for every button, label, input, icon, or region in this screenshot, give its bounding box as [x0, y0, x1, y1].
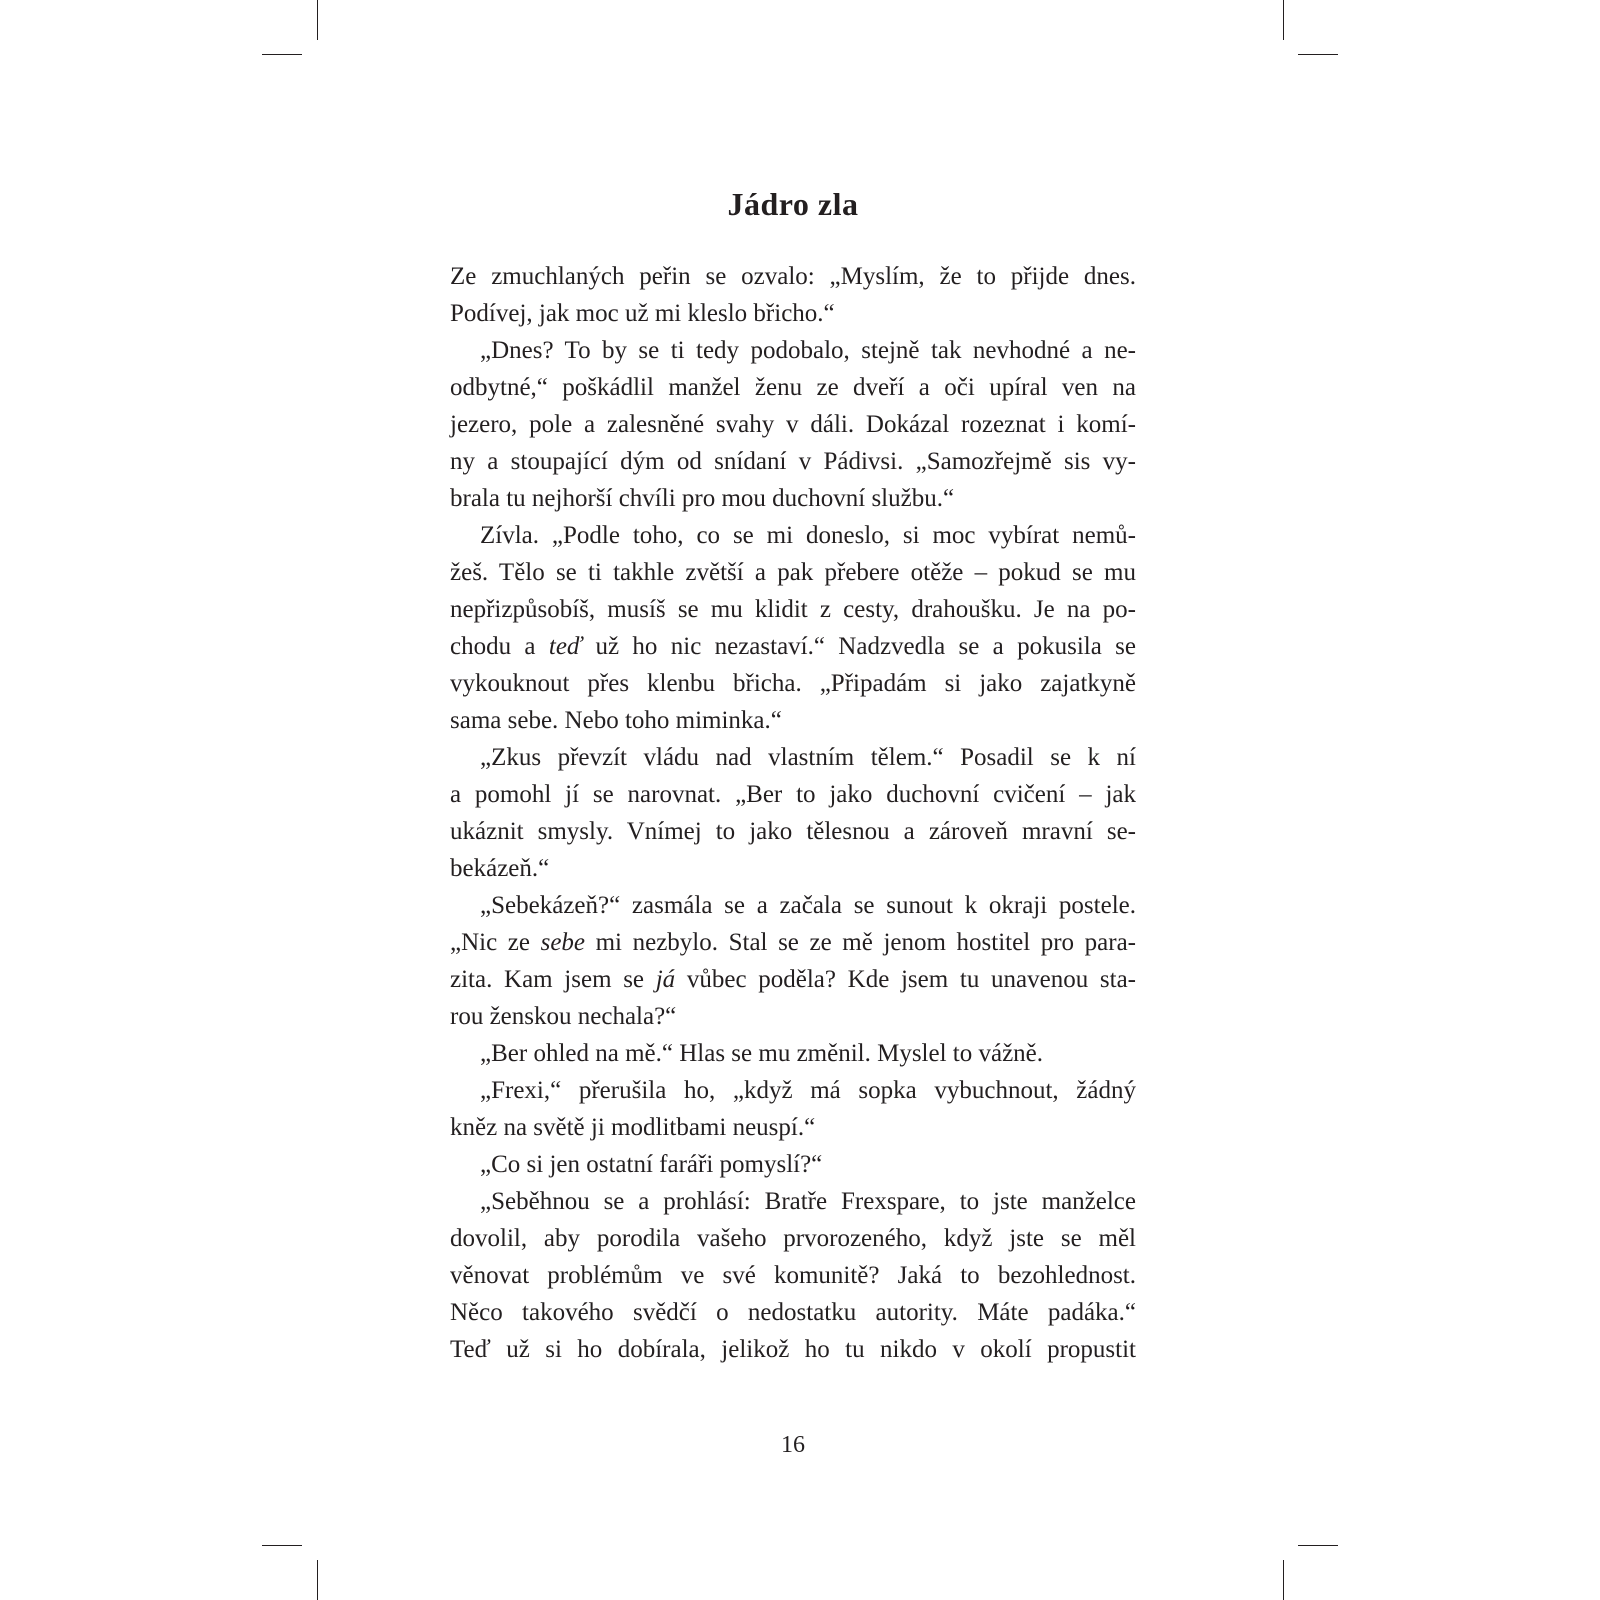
text-line: nepřizpůsobíš, musíš se mu klidit z cesty, drahoušku. Je na po- [450, 596, 1136, 623]
body-text [450, 258, 1136, 1368]
text-line: žeš. Tělo se ti takhle zvětší a pak přebere otěže – pokud se mu [450, 559, 1136, 586]
crop-mark [1283, 0, 1284, 40]
text-line: „Seběhnou se a prohlásí: Bratře Frexspare, to jste manželce [480, 1188, 1136, 1215]
text-line: Podívej, jak moc už mi kleslo břicho.“ [450, 300, 835, 327]
crop-mark [262, 54, 302, 55]
text-line: sama sebe. Nebo toho miminka.“ [450, 707, 782, 734]
chapter-title: Jádro zla [727, 186, 859, 222]
text-line: rou ženskou nechala?“ [450, 1003, 677, 1030]
text-line: Zívla. „Podle toho, co se mi doneslo, si moc vybírat nemů- [480, 522, 1136, 549]
text-line: a pomohl jí se narovnat. „Ber to jako duchovní cvičení – jak [450, 781, 1136, 808]
text-line: chodu a teď už ho nic nezastaví.“ Nadzvedla se a pokusila se [450, 633, 1136, 660]
text-line: „Sebekázeň?“ zasmála se a začala se sunout k okraji postele. [480, 892, 1136, 919]
text-line: odbytné,“ poškádlil manžel ženu ze dveří a oči upíral ven na [450, 374, 1136, 401]
text-line: brala tu nejhorší chvíli pro mou duchovní službu.“ [450, 485, 955, 512]
crop-mark [1298, 1545, 1338, 1546]
text-line: „Frexi,“ přerušila ho, „když má sopka vybuchnout, žádný [480, 1077, 1136, 1104]
text-line: ukáznit smysly. Vnímej to jako tělesnou a zároveň mravní se- [450, 818, 1136, 845]
text-line: ny a stoupající dým od snídaní v Pádivsi. „Samozřejmě sis vy- [450, 448, 1136, 475]
text-line: Něco takového svědčí o nedostatku autority. Máte padáka.“ [450, 1299, 1136, 1326]
page-number: 16 [781, 1432, 805, 1458]
text-line: „Nic ze sebe mi nezbylo. Stal se ze mě jenom hostitel pro para- [450, 929, 1137, 956]
text-line: „Ber ohled na mě.“ Hlas se mu změnil. Myslel to vážně. [480, 1040, 1044, 1067]
text-line: dovolil, aby porodila vašeho prvorozeného, když jste se měl [450, 1225, 1136, 1252]
text-line: zita. Kam jsem se já vůbec poděla? Kde jsem tu unavenou sta- [450, 966, 1136, 993]
text-line: vykouknout přes klenbu břicha. „Připadám si jako zajatkyně [450, 670, 1136, 697]
text-line: jezero, pole a zalesněné svahy v dáli. Dokázal rozeznat i komí- [450, 411, 1136, 438]
text-line: Ze zmuchlaných peřin se ozvalo: „Myslím, že to přijde dnes. [450, 263, 1136, 290]
text-line: „Dnes? To by se ti tedy podobalo, stejně tak nevhodné a ne- [480, 337, 1136, 364]
crop-mark [317, 1560, 318, 1600]
crop-mark [317, 0, 318, 40]
text-line: Teď už si ho dobírala, jelikož ho tu nikdo v okolí propustit [450, 1336, 1136, 1363]
crop-mark [262, 1545, 302, 1546]
crop-mark [1298, 54, 1338, 55]
text-line: bekázeň.“ [450, 855, 550, 882]
text-line: „Co si jen ostatní faráři pomyslí?“ [480, 1151, 823, 1178]
text-line: věnovat problémům ve své komunitě? Jaká to bezohlednost. [450, 1262, 1136, 1289]
text-line: kněz na světě ji modlitbami neuspí.“ [450, 1114, 816, 1141]
text-line: „Zkus převzít vládu nad vlastním tělem.“ Posadil se k ní [480, 744, 1136, 771]
crop-mark [1283, 1560, 1284, 1600]
